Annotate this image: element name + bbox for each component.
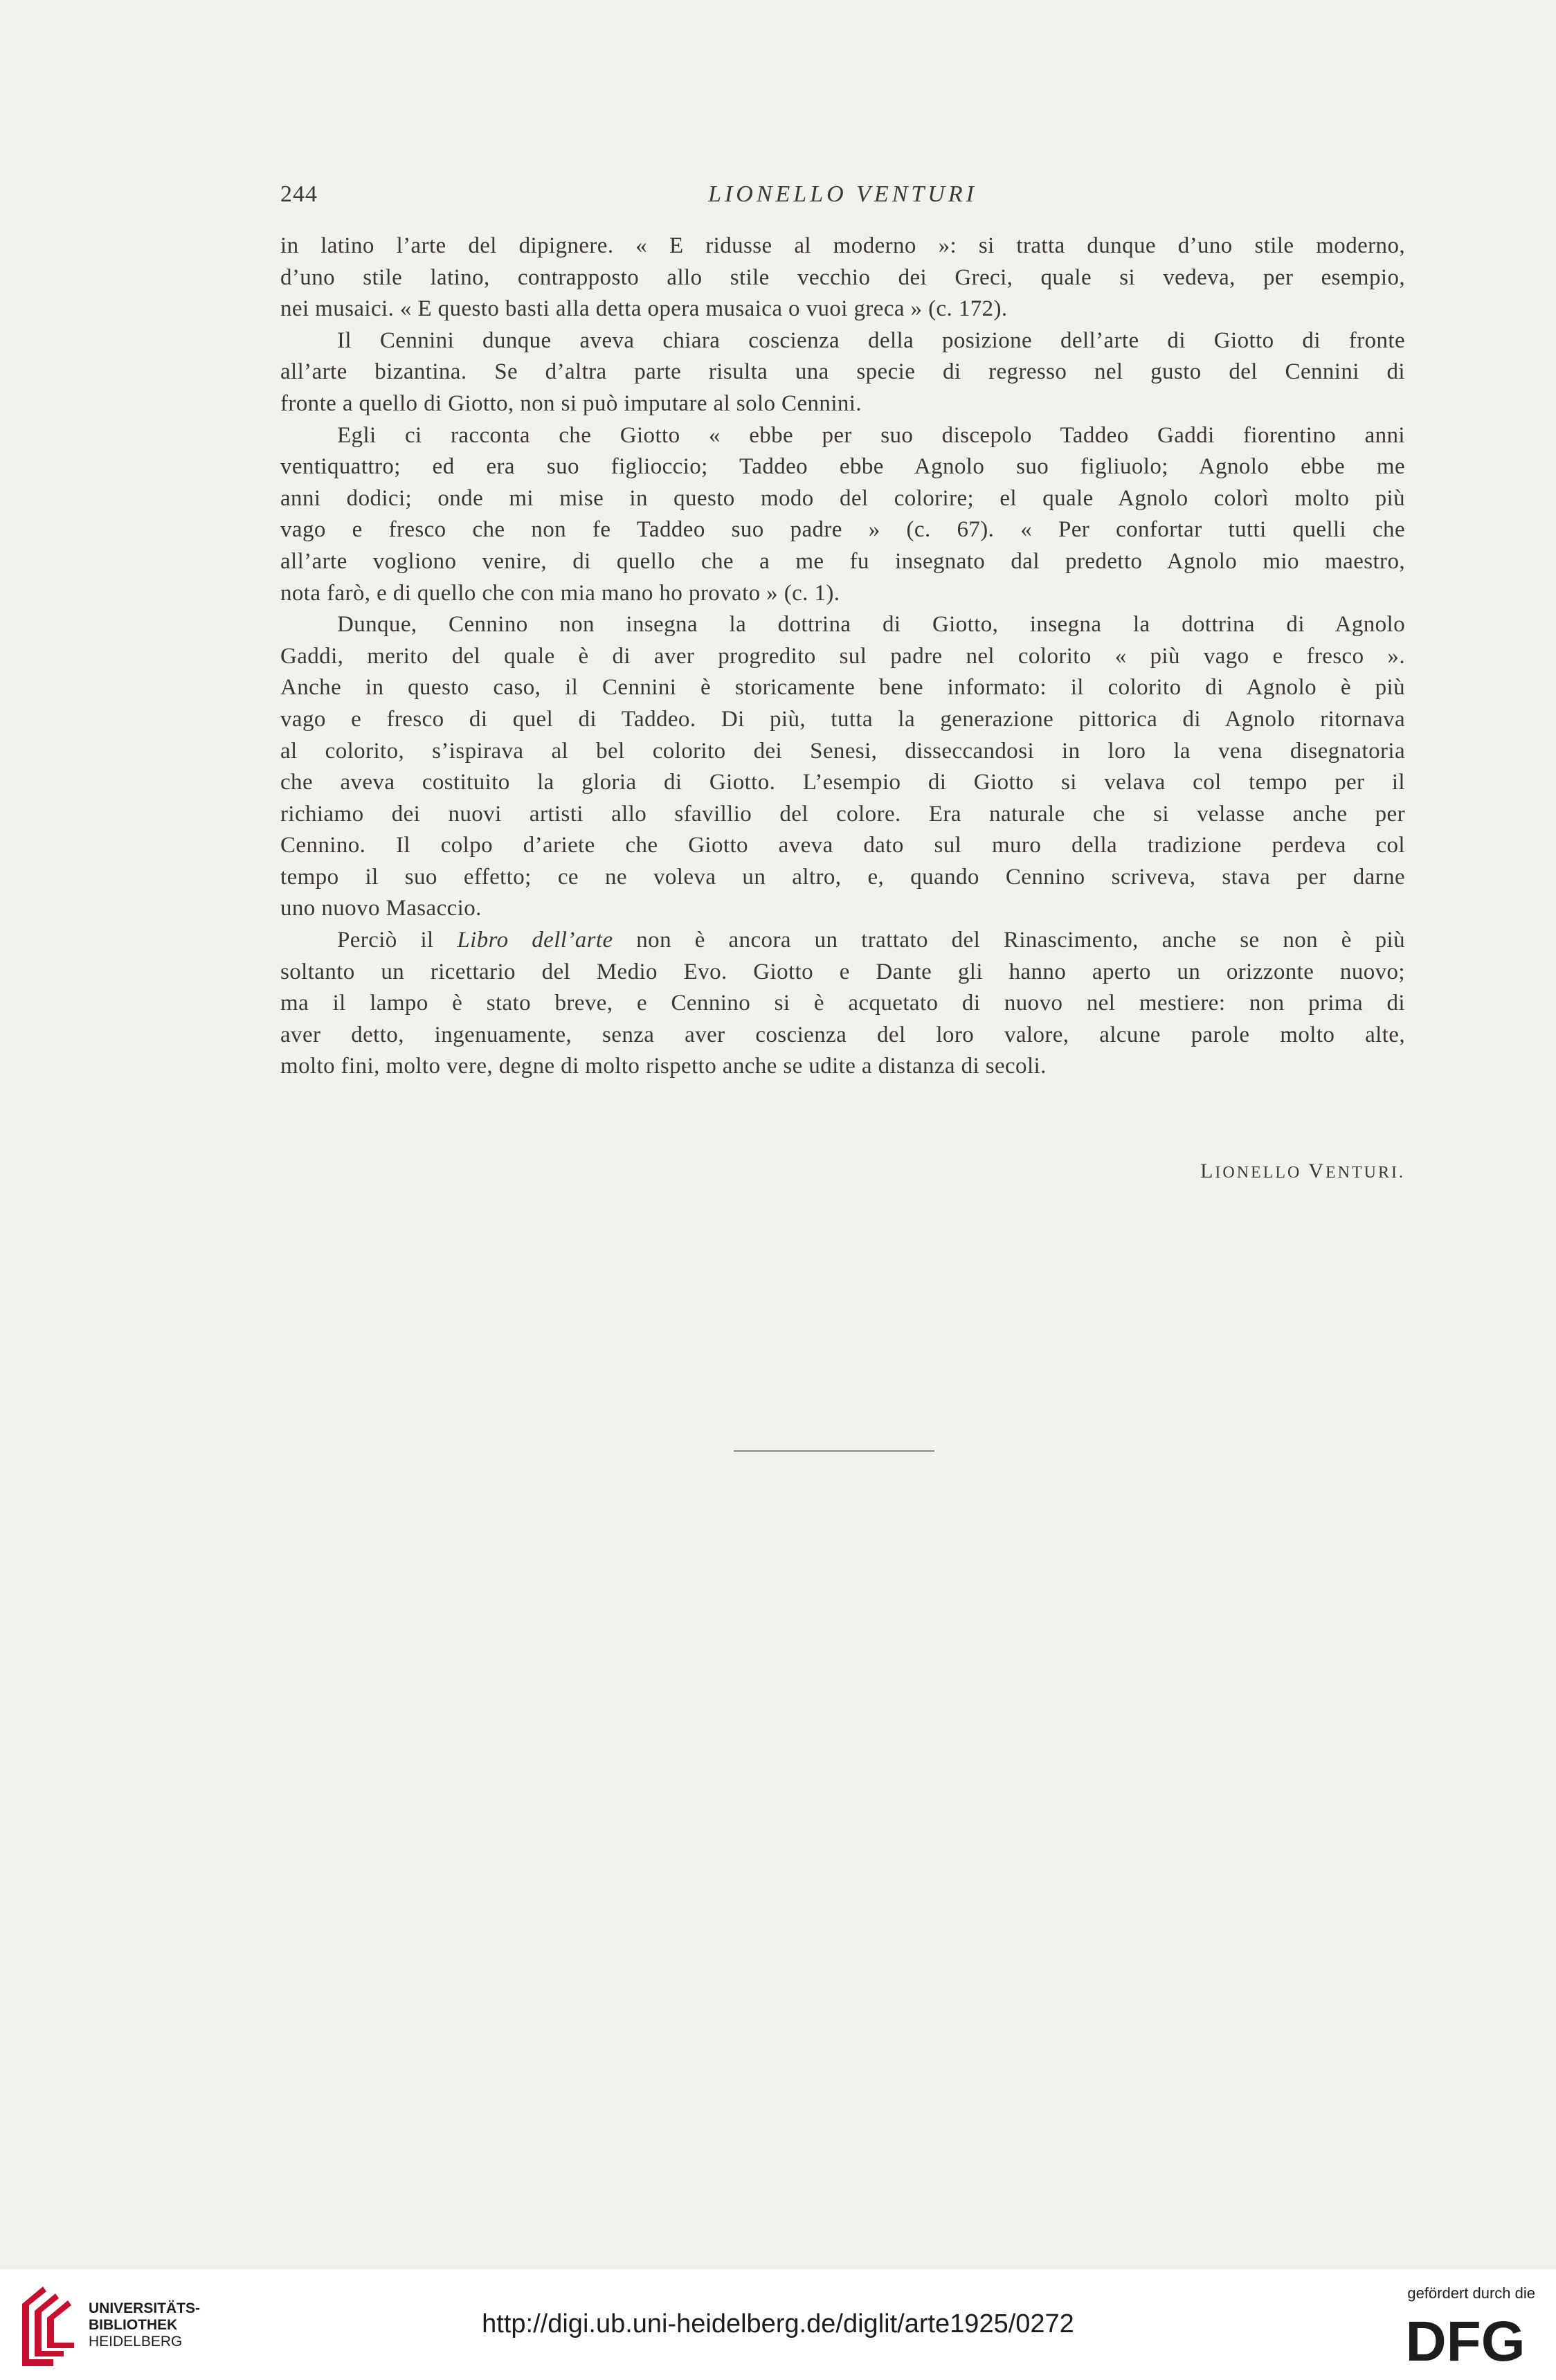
text-fragment: Perciò il: [337, 928, 434, 953]
end-rule: [734, 1450, 934, 1452]
text-line: che aveva costituito la gloria di Giotto. L’esempio di Giotto si velava col tempo per il: [280, 770, 1405, 795]
text-line: d’uno stile latino, contrapposto allo stile vecchio dei Greci, quale si vedeva, per esempio,: [280, 264, 1405, 290]
body-text: [280, 231, 1405, 1083]
text-line: fronte a quello di Giotto, non si può imputare al solo Cennini.: [280, 390, 862, 416]
author-signature: [1200, 1160, 1405, 1183]
dfg-logo-icon: [1395, 2312, 1537, 2366]
text-line: soltanto un ricettario del Medio Evo. Giotto e Dante gli hanno aperto un orizzonte nuovo;: [280, 959, 1405, 984]
text-line: molto fini, molto vere, degne di molto rispetto anche se udite a distanza di secoli.: [280, 1054, 1047, 1079]
text-line: tempo il suo effetto; ce ne voleva un altro, e, quando Cennino scriveva, stava per darne: [280, 864, 1405, 890]
funding-caption: gefördert durch die: [1407, 2284, 1535, 2302]
text-line: ma il lampo è stato breve, e Cennino si è acquetato di nuovo nel mestiere: non prima di: [280, 991, 1405, 1016]
text-line: all’arte bizantina. Se d’altra parte risulta una specie di regresso nel gusto del Cennini di: [280, 359, 1405, 385]
dfg-logo-text: DFG: [1405, 2312, 1526, 2366]
text-line: in latino l’arte del dipignere. « E ridusse al moderno »: si tratta dunque d’uno stile moderno,: [280, 233, 1405, 258]
signature-smallcaps: IONELLO: [1215, 1164, 1302, 1182]
text-line: uno nuovo Masaccio.: [280, 896, 482, 921]
text-line: Cennino. Il colpo d’ariete che Giotto aveva dato sul muro della tradizione perdeva col: [280, 833, 1405, 858]
text-line: vago e fresco che non fe Taddeo suo padre » (c. 67). « Per confortar tutti quelli che: [280, 517, 1405, 543]
text-line: al colorito, s’ispirava al bel colorito dei Senesi, disseccandosi in loro la vena disegnatoria: [280, 738, 1405, 764]
text-line: nei musaici. « E questo basti alla detta opera musaica o vuoi greca » (c. 172).: [280, 296, 1008, 322]
source-url-link[interactable]: http://digi.ub.uni-heidelberg.de/diglit/arte1925/0272: [482, 2309, 1074, 2338]
text-line: richiamo dei nuovi artisti allo sfavillio del colore. Era naturale che si velasse anche per: [280, 801, 1405, 827]
text-line: nota farò, e di quello che con mia mano ho provato » (c. 1).: [280, 580, 840, 606]
page-number: 244: [280, 181, 318, 207]
text-line: all’arte vogliono venire, di quello che a me fu insegnato dal predetto Agnolo mio maestro,: [280, 548, 1405, 574]
text-line: anni dodici; onde mi mise in questo modo del colorire; el quale Agnolo colorì molto più: [280, 485, 1405, 511]
text-line: aver detto, ingenuamente, senza aver coscienza del loro valore, alcune parole molto alte,: [280, 1022, 1405, 1047]
text-line: Dunque, Cennino non insegna la dottrina di Giotto, insegna la dottrina di Agnolo: [337, 612, 1405, 638]
text-line: ventiquattro; ed era suo figlioccio; Taddeo ebbe Agnolo suo figliuolo; Agnolo ebbe me: [280, 454, 1405, 480]
page-header: [280, 181, 1405, 216]
library-name-line: UNIVERSITÄTS-: [89, 2300, 201, 2316]
text-line: Egli ci racconta che Giotto « ebbe per suo discepolo Taddeo Gaddi fiorentino anni: [337, 422, 1405, 448]
library-name-line: HEIDELBERG: [89, 2334, 183, 2350]
signature-smallcaps: ENTURI.: [1326, 1164, 1405, 1182]
library-name-line: BIBLIOTHEK: [89, 2317, 178, 2333]
signature-initial: L: [1200, 1160, 1215, 1182]
running-head: LIONELLO VENTURI: [708, 181, 977, 207]
text-line: Il Cennini dunque aveva chiara coscienza della posizione dell’arte di Giotto di fronte: [337, 327, 1405, 353]
text-line: Gaddi, merito del quale è di aver progredito sul padre nel colorito « più vago e fresco ».: [280, 643, 1405, 669]
footer-bar: [0, 2269, 1556, 2380]
text-line: Anche in questo caso, il Cennini è storicamente bene informato: il colorito di Agnolo è più: [280, 675, 1405, 701]
text-line: vago e fresco di quel di Taddeo. Di più, tutta la generazione pittorica di Agnolo ritornava: [280, 706, 1405, 732]
text-fragment: non è ancora un trattato del Rinascimento, anche se non è più: [636, 928, 1405, 953]
signature-initial: V: [1308, 1160, 1326, 1182]
book-title: Libro dell’arte: [457, 928, 613, 953]
text-line: [280, 925, 1405, 957]
